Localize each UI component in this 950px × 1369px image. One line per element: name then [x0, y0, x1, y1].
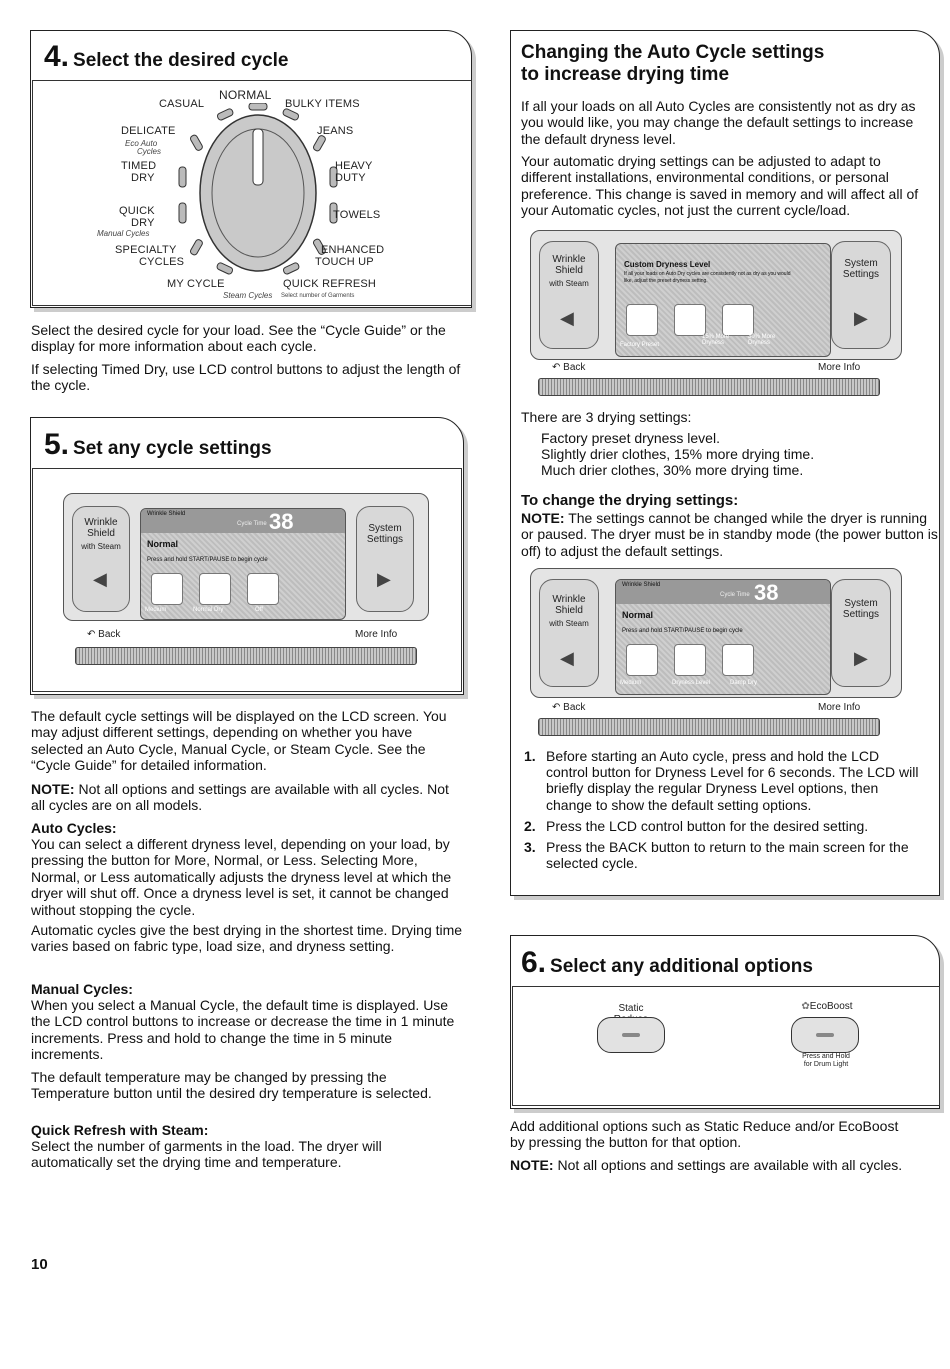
auto-system-settings-button[interactable]: [831, 241, 891, 349]
dial-label-my-cycle: MY CYCLE: [167, 278, 225, 290]
ecoboost-button[interactable]: [791, 1017, 859, 1053]
change-step-3-number: 3.: [524, 839, 536, 856]
auto2-left-arrow-icon: ◀: [560, 648, 574, 668]
auto-settings-title-line2: to increase drying time: [521, 64, 730, 85]
system-settings-button[interactable]: [356, 506, 414, 612]
auto-lcd2-bezel: [530, 568, 902, 698]
auto-settings-title: [521, 42, 824, 86]
more-info-button[interactable]: [355, 629, 397, 640]
change-step-3-text: Press the BACK button to return to the main screen for the selected cycle.: [546, 839, 909, 872]
screen-time: 38: [269, 509, 294, 534]
dial-label-jeans: JEANS: [317, 125, 354, 137]
step4-para2: If selecting Timed Dry, use LCD control buttons to adjust the length of the cycle.: [31, 361, 461, 394]
setting-30: Much drier clothes, 30% more drying time.: [541, 462, 804, 478]
page-number: 10: [31, 1256, 48, 1273]
wrinkle-shield-label: Wrinkle Shield: [84, 517, 118, 539]
auto-settings-para1: If all your loads on all Auto Cycles are consistently not as dry as you would like, you may change the default settings to increase the default dryness level.: [521, 98, 916, 147]
screen-bottom-normal-dry: Normal Dry: [193, 607, 224, 613]
dial-label-quick: QUICK: [119, 205, 155, 217]
step5-note-text: Not all options and settings are available with all cycles. Not all cycles are on all models.: [31, 781, 449, 814]
screen-press-hold: Press and hold START/PAUSE to begin cycle: [147, 557, 268, 563]
change-step-2-text: Press the LCD control button for the desired setting.: [546, 817, 869, 834]
dial-label-heavy: HEAVY: [335, 160, 373, 172]
auto2-wrinkle-shield-sublabel: with Steam: [549, 619, 589, 628]
auto-cycles-heading: Auto Cycles:: [31, 820, 117, 836]
factory-preset-shirt-icon[interactable]: [626, 304, 658, 336]
auto-opt-30: 30% More Dryness: [748, 334, 776, 346]
step6-note-text: Not all options and settings are available with all cycles.: [553, 1157, 903, 1173]
screen-cycle-time-label: Cycle Time: [237, 521, 267, 527]
step6-heading: [521, 946, 813, 980]
static-reduce-label: Static: [618, 1003, 644, 1014]
lcd-screen: [140, 508, 346, 620]
dial-label-touch-up: TOUCH UP: [315, 256, 374, 268]
auto2-bottom-dryness: Dryness Level: [672, 680, 711, 686]
step6-para: Add additional options such as Static Reduce and/or EcoBoost by pressing the button for that option.: [510, 1118, 899, 1151]
wrinkle-shield-sublabel: with Steam: [81, 542, 121, 551]
auto2-right-arrow-icon: ▶: [854, 648, 868, 668]
change-settings-note: [521, 510, 939, 559]
dial-label-steam-cycles: Steam Cycles: [223, 291, 273, 300]
step6-note: [510, 1157, 942, 1173]
auto2-lcd-control-buttons[interactable]: [538, 718, 880, 736]
back-button[interactable]: ↶ Back: [87, 629, 121, 640]
auto-lcd-screen: [615, 243, 831, 357]
auto2-screen-wrinkle-shield: Wrinkle Shield: [622, 582, 661, 588]
step6-note-label: NOTE:: [510, 1157, 554, 1173]
auto2-system-settings-label: System Settings: [842, 598, 880, 620]
left-arrow-icon: ◀: [93, 569, 107, 589]
auto-opt-15: 15% More Dryness: [702, 334, 730, 346]
auto2-back-button[interactable]: ↶ Back: [552, 702, 586, 713]
quick-refresh-para: Select the number of garments in the load. The dryer will automatically set the drying time and temperature.: [31, 1138, 382, 1171]
dial-label-eco-auto: Eco Auto: [125, 139, 158, 148]
auto-opt-factory-preset: Factory Preset: [620, 342, 660, 348]
auto-cycles-para2: Automatic cycles give the best drying in the shortest time. Drying time varies based on fabric type, load size, and dryness setting.: [31, 922, 463, 955]
back-label: Back: [98, 629, 121, 640]
auto2-more-info-button[interactable]: [818, 702, 860, 713]
screen-normal: Normal: [147, 539, 179, 549]
auto-settings-para2: Your automatic drying settings can be adjusted to adapt to different installations, environmental conditions, or personal preference. This change is saved in memory and will affect all of your Automatic cycles, not just the current cycle/load.: [521, 153, 919, 219]
auto-lcd-control-buttons[interactable]: [538, 378, 880, 396]
auto2-thermometer-icon[interactable]: [626, 644, 658, 676]
auto2-back-label: Back: [563, 702, 586, 713]
wrinkle-shield-button[interactable]: [72, 506, 130, 612]
shirt-icon[interactable]: [199, 573, 231, 605]
system-settings-label: System Settings: [366, 523, 404, 545]
auto2-screen-cycle-time: Cycle Time: [720, 592, 750, 598]
dial-label-eco-cycles: Cycles: [137, 147, 162, 156]
lcd-bezel: [63, 493, 429, 621]
ecoboost-indicator: [816, 1033, 834, 1037]
dial-label-towels: TOWELS: [333, 209, 381, 221]
auto-cycles-para1: You can select a different dryness level, depending on your load, by pressing the button for More, Normal, or Less. Selecting More, Normal, or Less automatically adjusts the dryness level at which the dryer will shut off. Once a dryness level is set, it cannot be changed without stopping the cycle.: [31, 836, 452, 918]
cycle-dial-panel: [32, 80, 472, 306]
more-info-label: More Info: [355, 629, 398, 640]
step4-heading: [44, 40, 288, 74]
change-step-1: [524, 748, 924, 813]
change-step-1-number: 1.: [524, 748, 536, 764]
auto-back-button[interactable]: ↶ Back: [552, 362, 586, 373]
auto-more-info-label: More Info: [818, 362, 861, 373]
manual-cycles-para2: The default temperature may be changed by pressing the Temperature button until the desired dry temperature is selected.: [31, 1069, 432, 1102]
step4-number: 4.: [44, 40, 70, 73]
auto2-bottom-medium: Medium: [620, 680, 642, 686]
ecoboost-label: [789, 1001, 865, 1012]
step5-heading: [44, 428, 272, 462]
dial-label-dry: DRY: [131, 172, 155, 184]
steam-icon[interactable]: [247, 573, 279, 605]
auto2-more-info-label: More Info: [818, 702, 861, 713]
auto-lcd-bezel: [530, 230, 902, 360]
right-arrow-icon: ▶: [377, 569, 391, 589]
auto2-steam-icon[interactable]: [722, 644, 754, 676]
dial-label-specialty-cycles: CYCLES: [139, 256, 185, 268]
auto2-wrinkle-shield-button[interactable]: [539, 579, 599, 687]
step6-title: Select any additional options: [550, 956, 813, 977]
auto2-lcd-screen: [615, 579, 831, 695]
step5-number: 5.: [44, 428, 70, 461]
auto-lcd2-panel: [512, 562, 936, 736]
auto-wrinkle-shield-button[interactable]: [539, 241, 599, 349]
dial-label-delicate: DELICATE: [121, 125, 176, 137]
quick-refresh-heading: Quick Refresh with Steam:: [31, 1122, 209, 1138]
screen-bottom-medium: Medium: [145, 607, 167, 613]
auto-lcd-panel: [512, 222, 936, 400]
change-note-text: The settings cannot be changed while the dryer is running or paused. The dryer must be in standby mode (the power button is off) to adjust the default settings.: [521, 510, 938, 559]
step5-title: Set any cycle settings: [73, 438, 272, 459]
auto-wrinkle-shield-sublabel: with Steam: [549, 279, 589, 288]
change-step-2: [524, 818, 924, 834]
change-step-3: [524, 839, 924, 871]
auto-back-label: Back: [563, 362, 586, 373]
dial-label-quick-dry: DRY: [131, 217, 155, 229]
thermometer-icon[interactable]: [151, 573, 183, 605]
screen-wrinkle-shield: Wrinkle Shield: [147, 511, 186, 517]
screen-bottom-off: Off: [255, 607, 263, 613]
change-settings-heading: To change the drying settings:: [521, 492, 739, 509]
dryness-15-shirt-icon[interactable]: [674, 304, 706, 336]
dial-label-manual-cycles: Manual Cycles: [97, 229, 150, 238]
dial-label-timed: TIMED: [121, 160, 157, 172]
auto-screen-title: Custom Dryness Level: [624, 260, 711, 269]
step6-number: 6.: [521, 946, 547, 979]
press-hold-label: Press and Hold: [802, 1053, 850, 1060]
auto-left-arrow-icon: ◀: [560, 308, 574, 328]
auto-settings-title-line1: Changing the Auto Cycle settings: [521, 42, 825, 63]
change-step-1-text: Before starting an Auto cycle, press and hold the LCD control button for Dryness Level for 6 seconds. The LCD will briefly display the regular Dryness Level options, then change to show the default setting options.: [546, 748, 919, 813]
lcd-control-buttons[interactable]: [75, 647, 417, 665]
ecoboost-leaf-icon: ✿: [801, 1001, 810, 1012]
change-note-label: NOTE:: [521, 510, 565, 526]
auto2-bottom-damp: Damp Dry: [730, 680, 758, 686]
step4-para1: Select the desired cycle for your load. See the “Cycle Guide” or the display for more information about each cycle.: [31, 322, 446, 355]
dryness-30-shirt-icon[interactable]: [722, 304, 754, 336]
setting-15: Slightly drier clothes, 15% more drying time.: [541, 446, 815, 462]
manual-cycles-para1: When you select a Manual Cycle, the default time is displayed. Use the LCD control buttons to increase or decrease the time in 1 minute increments. Press and hold to change the time in 5 minute increments.: [31, 997, 455, 1063]
dial-label-enhanced: ENHANCED: [321, 244, 385, 256]
step6-options-panel: [512, 986, 940, 1106]
auto2-screen-time: 38: [754, 580, 779, 605]
static-reduce-indicator: [622, 1033, 640, 1037]
step4-title: Select the desired cycle: [73, 50, 289, 71]
dial-label-normal: NORMAL: [219, 88, 272, 102]
auto2-system-settings-button[interactable]: [831, 579, 891, 687]
auto-wrinkle-shield-label: Wrinkle Shield: [552, 254, 586, 276]
step5-lcd-panel: [32, 468, 462, 692]
manual-cycles-heading: Manual Cycles:: [31, 981, 133, 997]
dial-label-casual: CASUAL: [159, 98, 205, 110]
dial-label-bulky: BULKY ITEMS: [285, 98, 360, 110]
auto2-screen-normal: Normal: [622, 610, 654, 620]
auto2-wrinkle-shield-label: Wrinkle Shield: [552, 594, 586, 616]
step5-para1: The default cycle settings will be displayed on the LCD screen. You may adjust different settings, depending on whether you have selected an Auto Cycle, Manual Cycle, or Steam Cycle. See the “Cycle Guide” for detailed information.: [31, 708, 447, 774]
change-step-2-number: 2.: [524, 817, 536, 834]
auto2-shirt-icon[interactable]: [674, 644, 706, 676]
static-reduce-button[interactable]: [597, 1017, 665, 1053]
dial-label-quick-refresh: QUICK REFRESH: [283, 278, 377, 290]
dial-label-duty: DUTY: [335, 172, 366, 184]
auto-system-settings-label: System Settings: [842, 258, 880, 280]
change-steps-list: [524, 748, 924, 876]
settings-intro: There are 3 drying settings:: [521, 409, 692, 425]
drum-light-label: for Drum Light: [803, 1061, 849, 1068]
setting-factory: Factory preset dryness level.: [541, 430, 720, 446]
auto2-screen-press-hold: Press and hold START/PAUSE to begin cycle: [622, 628, 743, 634]
ecoboost-label-text: EcoBoost: [809, 1001, 853, 1012]
auto-more-info-button[interactable]: [818, 362, 860, 373]
dial-label-specialty: SPECIALTY: [115, 244, 177, 256]
auto-screen-text: If all your loads on Auto Dry cycles are consistently not as dry as you would like, adjust the preset dryness setting.: [624, 271, 791, 284]
auto-right-arrow-icon: ▶: [854, 308, 868, 328]
step5-note-label: NOTE:: [31, 781, 75, 797]
step5-note: [31, 781, 463, 814]
dial-label-select-garments: Select number of Garments: [281, 293, 355, 299]
